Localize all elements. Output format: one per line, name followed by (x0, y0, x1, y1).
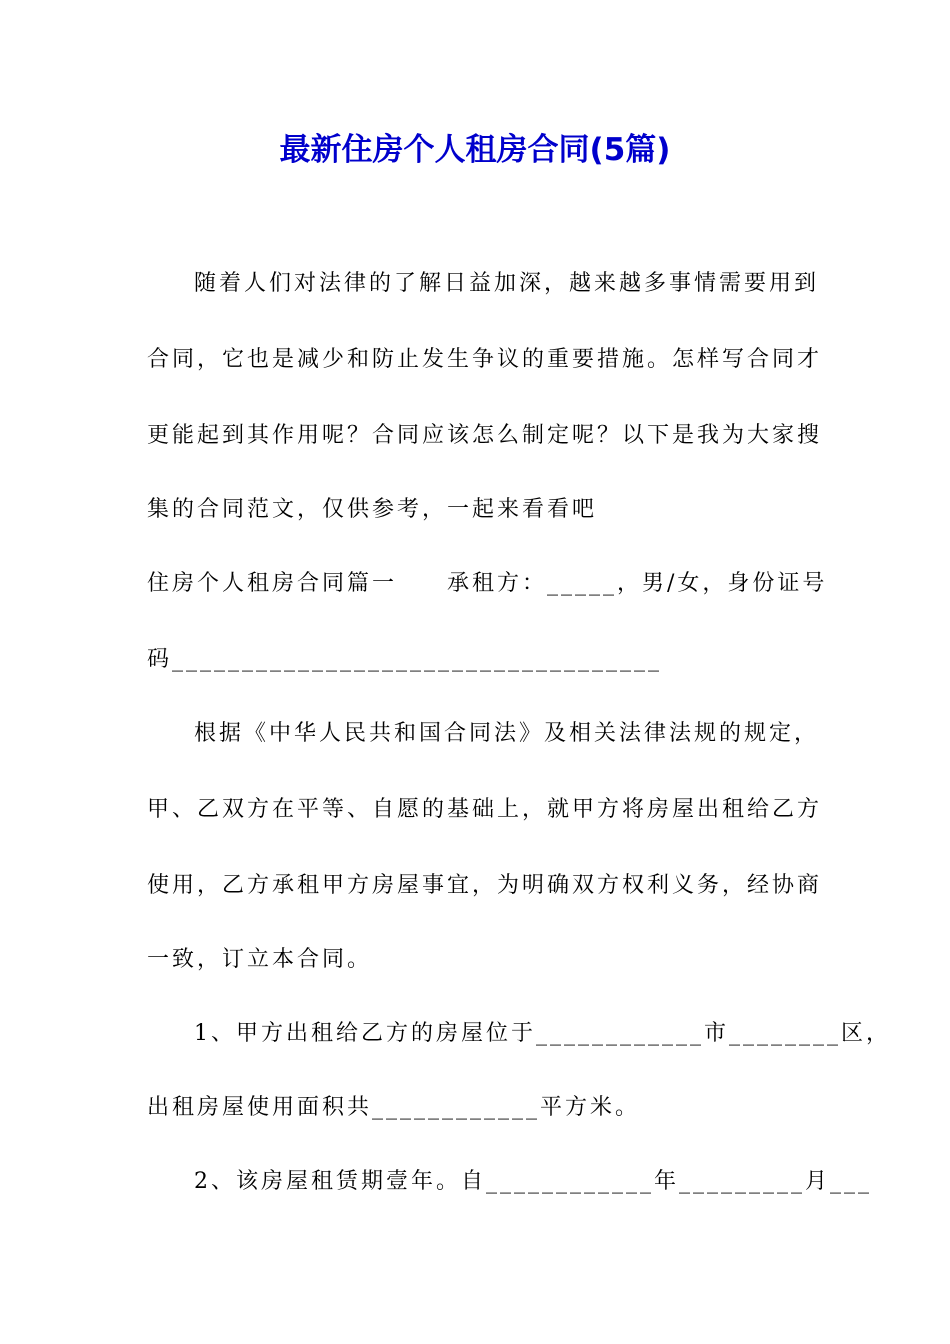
paragraph-line: 码___________________________________ (147, 647, 663, 672)
paragraph-line: 使用，乙方承租甲方房屋事宜，为明确双方权利义务，经协商 (147, 873, 823, 898)
paragraph-line: 合同，它也是减少和防止发生争议的重要措施。怎样写合同才 (147, 347, 823, 372)
paragraph-line: 更能起到其作用呢？合同应该怎么制定呢？以下是我为大家搜 (147, 423, 823, 448)
paragraph-line: 甲、乙双方在平等、自愿的基础上，就甲方将房屋出租给乙方 (147, 797, 823, 822)
clause-line: 1、甲方出租给乙方的房屋位于____________市________区， (194, 1021, 891, 1046)
paragraph-line: 一致，订立本合同。 (147, 947, 373, 972)
section-heading-line: 住房个人租房合同篇一 承租方：_____，男/女，身份证号 (147, 571, 828, 596)
paragraph-line: 集的合同范文，仅供参考，一起来看看吧 (147, 497, 598, 522)
clause-line: 2、该房屋租赁期壹年。自____________年_________月___ (194, 1169, 872, 1194)
clause-line: 出租房屋使用面积共____________平方米。 (147, 1095, 641, 1120)
paragraph-line: 根据《中华人民共和国合同法》及相关法律法规的规定， (194, 721, 820, 746)
paragraph-line: 随着人们对法律的了解日益加深，越来越多事情需要用到 (194, 271, 820, 296)
document-title: 最新住房个人租房合同(5篇) (279, 132, 671, 168)
